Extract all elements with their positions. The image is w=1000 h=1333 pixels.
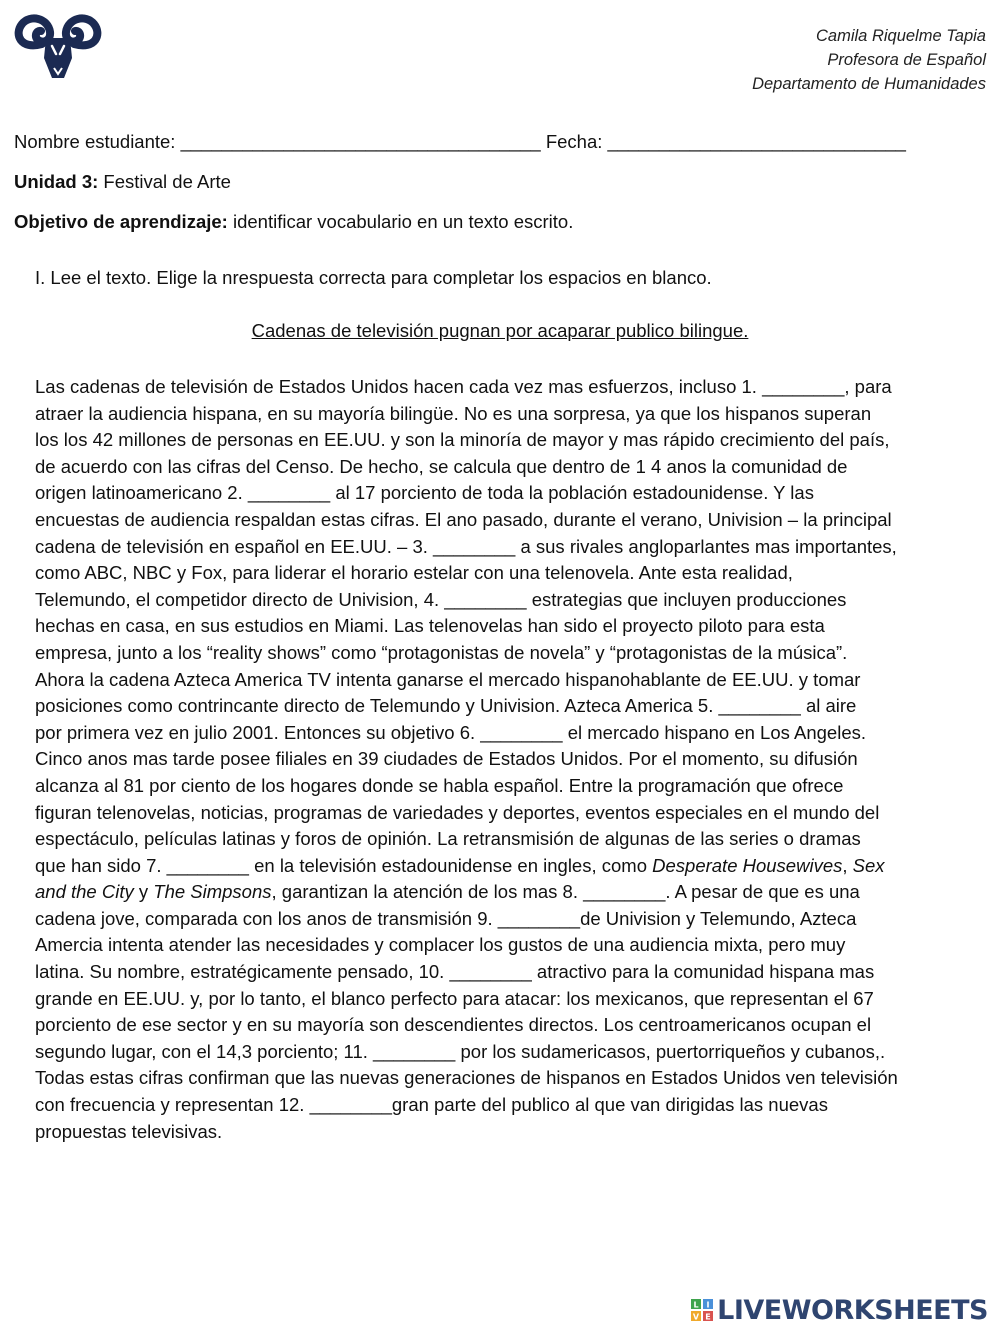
body-line: origen latinoamericano 2. ________ al 17 porciento de toda la población estadounidense. Y las <box>35 482 814 504</box>
body-line: los los 42 millones de personas en EE.UU. y son la minoría de mayor y mas rápido crecimiento del país, <box>35 429 890 451</box>
body-line: espectáculo, películas latinas y foros de opinión. La retransmisión de algunas de las series o dramas <box>35 828 861 850</box>
body-line: segundo lugar, con el 14,3 porciento; 11. ________ por los sudamericasos, puertorriqueños y cubanos,. <box>35 1040 886 1062</box>
body-line: encuestas de audiencia respaldan estas cifras. El ano pasado, durante el verano, Univision – la principal <box>35 508 892 530</box>
unit-row <box>14 171 231 193</box>
objective-value: identificar vocabulario en un texto escrito. <box>227 211 574 232</box>
liveworksheets-text: LIVEWORKSHEETS <box>717 1294 988 1326</box>
body-line: como ABC, NBC y Fox, para liderar el horario estelar con una telenovela. Ante esta realidad, <box>35 562 793 584</box>
objective-label: Objetivo de aprendizaje: <box>14 211 228 232</box>
body-line: atraer la audiencia hispana, en su mayoría bilingüe. No es una sorpresa, ya que los hispanos superan <box>35 402 872 424</box>
body-line: alcanza al 81 por ciento de los hogares donde se habla español. Entre la programación que ofrece <box>35 774 844 796</box>
body-line: Cinco anos mas tarde posee filiales en 39 ciudades de Estados Unidos. Por el momento, su difusión <box>35 748 858 770</box>
unit-label: Unidad 3: <box>14 171 99 192</box>
italic-title: Desperate Housewives <box>652 854 843 876</box>
body-line: grande en EE.UU. y, por lo tanto, el blanco perfecto para atacar: los mexicanos, que representan el 67 <box>35 987 874 1009</box>
department-name: Departamento de Humanidades <box>752 75 986 93</box>
body-line <box>35 879 970 906</box>
body-line <box>35 853 970 880</box>
italic-title: The Simpsons <box>153 881 272 903</box>
italic-title: and the City <box>35 881 134 903</box>
badge-letter: L <box>693 1300 699 1310</box>
body-line: cadena jove, comparada con los anos de transmisión 9. ________de Univision y Telemundo, Azteca <box>35 907 857 929</box>
body-line: cadena de televisión en español en EE.UU. – 3. ________ a sus rivales angloparlantes mas importantes, <box>35 535 897 557</box>
liveworksheets-watermark <box>691 1293 988 1327</box>
body-line: Telemundo, el competidor directo de Univision, 4. ________ estrategias que incluyen producciones <box>35 588 847 610</box>
badge-letter: I <box>706 1300 710 1310</box>
body-line: latina. Su nombre, estratégicamente pensado, 10. ________ atractivo para la comunidad hispana mas <box>35 961 875 983</box>
liveworksheets-badge-icon <box>691 1299 713 1321</box>
date-label: Fecha: <box>545 131 603 152</box>
unit-value: Festival de Arte <box>98 171 231 192</box>
body-line: propuestas televisivas. <box>35 1120 223 1142</box>
line-text: , <box>842 854 853 876</box>
teacher-header <box>752 24 986 96</box>
badge-letter: V <box>693 1312 700 1321</box>
date-field[interactable]: _____________________________ <box>607 131 906 152</box>
body-line: Amercia intenta atender las necesidades y complacer los gustos de una audiencia mixta, pero muy <box>35 934 846 956</box>
teacher-name: Camila Riquelme Tapia <box>816 27 986 45</box>
body-line: hechas en casa, en sus estudios en Miami. Las telenovelas han sido el proyecto piloto para esta <box>35 615 825 637</box>
badge-letter: E <box>705 1312 711 1321</box>
article-body <box>35 374 970 1145</box>
instruction: I. Lee el texto. Elige la nrespuesta correcta para completar los espacios en blanco. <box>35 267 712 288</box>
body-line: Ahora la cadena Azteca America TV intenta ganarse el mercado hispanohablante de EE.UU. y tomar <box>35 668 861 690</box>
name-field[interactable]: ___________________________________ <box>180 131 541 152</box>
student-info-row <box>14 131 906 153</box>
name-label: Nombre estudiante: <box>14 131 176 152</box>
body-line: posiciones como contrincante directo de Telemundo y Univision. Azteca America 5. ________ al aire <box>35 695 857 717</box>
body-line: con frecuencia y representan 12. ________gran parte del publico al que van dirigidas las nuevas <box>35 1094 828 1116</box>
italic-title: Sex <box>852 854 885 876</box>
school-ram-logo <box>12 14 104 84</box>
body-line: empresa, junto a los “reality shows” como “protagonistas de novela” y “protagonistas de la música”. <box>35 641 848 663</box>
article-title: Cadenas de televisión pugnan por acaparar publico bilingue. <box>251 320 749 341</box>
line-text: y <box>133 881 154 903</box>
body-line: de acuerdo con las cifras del Censo. De hecho, se calcula que dentro de 1 4 anos la comunidad de <box>35 455 848 477</box>
body-line: porciento de ese sector y en su mayoría son descendientes directos. Los centroamericanos ocupan el <box>35 1014 872 1036</box>
body-line: Todas estas cifras confirman que las nuevas generaciones de hispanos en Estados Unidos ven televisión <box>35 1067 898 1089</box>
line-text: , garantizan la atención de los mas 8. ________. A pesar de que es una <box>271 881 860 903</box>
body-line: Las cadenas de televisión de Estados Unidos hacen cada vez mas esfuerzos, incluso 1. ________, para <box>35 376 892 397</box>
body-line: por primera vez en julio 2001. Entonces su objetivo 6. ________ el mercado hispano en Los Angeles. <box>35 721 866 743</box>
teacher-role: Profesora de Español <box>827 51 986 69</box>
body-line: figuran telenovelas, noticias, programas de variedades y deportes, eventos especiales en el mundo del <box>35 801 880 823</box>
objective-row <box>14 211 573 233</box>
line-text: que han sido 7. ________ en la televisión estadounidense en ingles, como <box>35 854 653 876</box>
